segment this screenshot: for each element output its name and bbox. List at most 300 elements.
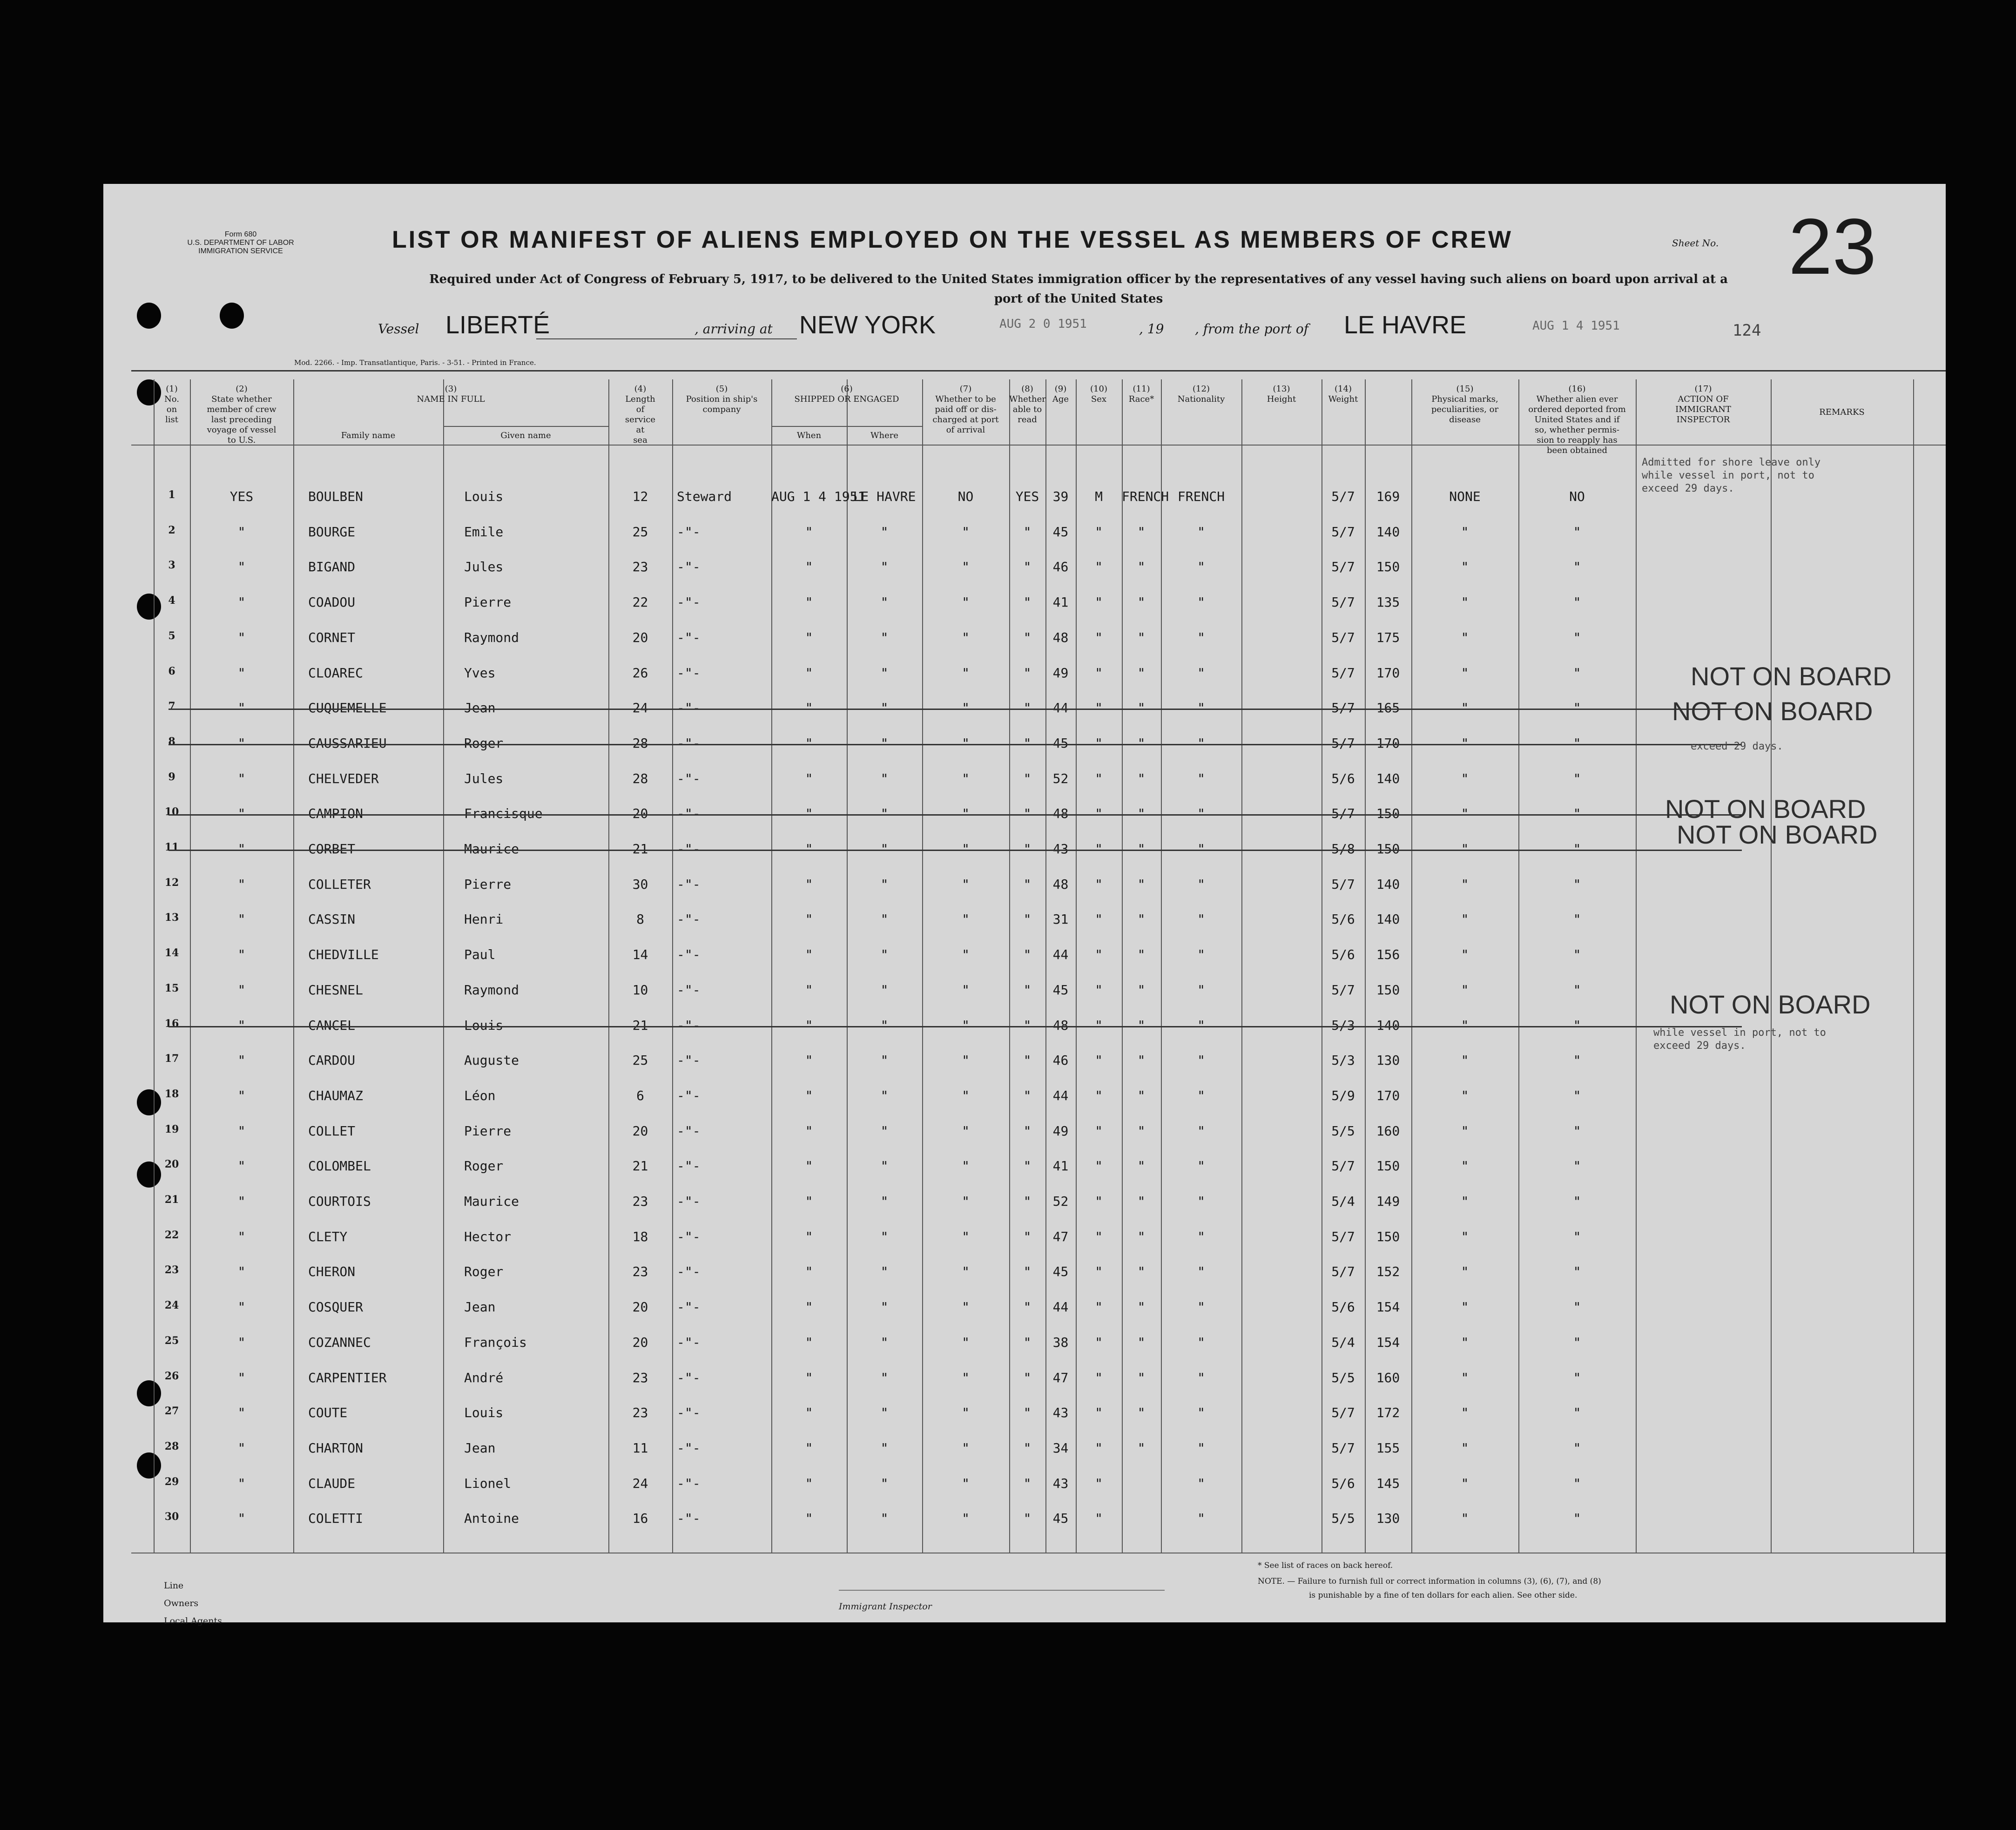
able-to-read-cell: " xyxy=(1023,912,1032,927)
shipped-when-cell: " xyxy=(805,629,813,645)
row-number-cell: 6 xyxy=(168,665,175,677)
physical-marks-cell: " xyxy=(1461,1017,1469,1033)
service-length-cell: 21 xyxy=(632,1017,648,1033)
shipped-when-cell: " xyxy=(805,912,813,927)
paid-off-cell: " xyxy=(962,629,970,645)
race-cell: " xyxy=(1137,594,1146,610)
shipped-where-cell: " xyxy=(880,1405,889,1421)
able-to-read-cell: " xyxy=(1023,1440,1032,1456)
shipped-when-cell: " xyxy=(805,524,813,540)
able-to-read-cell: " xyxy=(1023,1017,1032,1033)
service-length-cell: 24 xyxy=(632,700,648,716)
physical-marks-cell: " xyxy=(1461,1264,1469,1280)
service-length-cell: 11 xyxy=(632,1440,648,1456)
nationality-cell: " xyxy=(1197,770,1205,786)
age-cell: 41 xyxy=(1052,1158,1069,1174)
family-name-cell: CASSIN xyxy=(308,912,356,927)
row-number-cell: 27 xyxy=(164,1405,179,1418)
given-name-cell: Louis xyxy=(464,1405,504,1421)
departure-date-stamp: AUG 1 4 1951 xyxy=(1532,319,1620,333)
family-name-cell: COLOMBEL xyxy=(308,1158,371,1174)
race-cell: " xyxy=(1137,1158,1146,1174)
shipped-when-cell: " xyxy=(805,876,813,892)
nationality-cell: " xyxy=(1197,1440,1205,1456)
strikethrough-line xyxy=(169,744,1742,745)
paid-off-cell: " xyxy=(962,947,970,963)
able-to-read-cell: " xyxy=(1023,806,1032,822)
shipped-where-cell: " xyxy=(880,1158,889,1174)
shipped-where-cell: " xyxy=(880,594,889,610)
position-cell: -"- xyxy=(677,1440,701,1456)
able-to-read-cell: " xyxy=(1023,559,1032,575)
height-cell: 5/4 xyxy=(1331,1194,1355,1209)
position-cell: -"- xyxy=(677,1370,701,1385)
age-cell: 48 xyxy=(1052,629,1069,645)
position-cell: -"- xyxy=(677,982,701,998)
paid-off-cell: " xyxy=(962,1370,970,1385)
physical-marks-cell: " xyxy=(1461,629,1469,645)
physical-marks-cell: " xyxy=(1461,1370,1469,1385)
col-header-when: When xyxy=(796,431,822,440)
height-cell: 5/6 xyxy=(1331,1475,1355,1491)
paid-off-cell: " xyxy=(962,594,970,610)
weight-cell: 154 xyxy=(1376,1299,1400,1315)
col-header-service: (4) Length of service at sea xyxy=(625,384,656,445)
able-to-read-cell: " xyxy=(1023,1299,1032,1315)
age-cell: 44 xyxy=(1052,700,1069,716)
able-to-read-cell: " xyxy=(1023,1158,1032,1174)
shipped-where-cell: " xyxy=(880,1123,889,1139)
paid-off-cell: " xyxy=(962,1511,970,1526)
race-cell: " xyxy=(1137,1017,1146,1033)
physical-marks-cell: " xyxy=(1461,1299,1469,1315)
position-cell: -"- xyxy=(677,1017,701,1033)
physical-marks-cell: " xyxy=(1461,524,1469,540)
family-name-cell: CHARTON xyxy=(308,1440,364,1456)
previous-voyage-cell: " xyxy=(237,770,246,786)
height-cell: 5/3 xyxy=(1331,1017,1355,1033)
strikethrough-line xyxy=(169,709,1742,710)
height-cell: 5/7 xyxy=(1331,594,1355,610)
weight-cell: 169 xyxy=(1376,489,1400,504)
row-number-cell: 24 xyxy=(164,1299,179,1312)
race-cell: " xyxy=(1137,629,1146,645)
row-number-cell: 13 xyxy=(164,912,179,924)
physical-marks-cell: " xyxy=(1461,1440,1469,1456)
service-length-cell: 24 xyxy=(632,1475,648,1491)
family-name-cell: COLETTI xyxy=(308,1511,364,1526)
service-length-cell: 23 xyxy=(632,1405,648,1421)
family-name-cell: CARDOU xyxy=(308,1053,356,1068)
previous-voyage-cell: " xyxy=(237,1440,246,1456)
shipped-where-cell: " xyxy=(880,665,889,681)
deported-cell: NO xyxy=(1569,489,1585,504)
given-name-cell: Antoine xyxy=(464,1511,519,1526)
given-name-cell: Francisque xyxy=(464,806,543,822)
col-header-read: (8) Whether able to read xyxy=(1009,384,1046,425)
given-name-cell: Jules xyxy=(464,559,504,575)
not-on-board-stamp: NOT ON BOARD xyxy=(1670,990,1871,1019)
deported-cell: " xyxy=(1573,982,1581,998)
age-cell: 34 xyxy=(1052,1440,1069,1456)
previous-voyage-cell: " xyxy=(237,665,246,681)
nationality-cell: " xyxy=(1197,629,1205,645)
footer-agents-label: Local Agents xyxy=(164,1616,222,1626)
able-to-read-cell: " xyxy=(1023,1511,1032,1526)
able-to-read-cell: " xyxy=(1023,524,1032,540)
nationality-cell: " xyxy=(1197,1229,1205,1244)
paid-off-cell: " xyxy=(962,770,970,786)
previous-voyage-cell: " xyxy=(237,841,246,857)
family-name-cell: COZANNEC xyxy=(308,1334,371,1350)
age-cell: 47 xyxy=(1052,1370,1069,1385)
family-name-cell: COSQUER xyxy=(308,1299,364,1315)
age-cell: 52 xyxy=(1052,1194,1069,1209)
deported-cell: " xyxy=(1573,1264,1581,1280)
age-cell: 31 xyxy=(1052,912,1069,927)
physical-marks-cell: " xyxy=(1461,665,1469,681)
age-cell: 52 xyxy=(1052,770,1069,786)
row-number-cell: 10 xyxy=(164,806,179,818)
nationality-cell: " xyxy=(1197,1405,1205,1421)
age-cell: 49 xyxy=(1052,665,1069,681)
position-cell: -"- xyxy=(677,1264,701,1280)
weight-cell: 155 xyxy=(1376,1440,1400,1456)
shipped-when-cell: " xyxy=(805,982,813,998)
shipped-where-cell: " xyxy=(880,1264,889,1280)
family-name-cell: CHAUMAZ xyxy=(308,1087,364,1103)
shipped-where-cell: " xyxy=(880,912,889,927)
shipped-when-cell: " xyxy=(805,1017,813,1033)
not-on-board-stamp: NOT ON BOARD xyxy=(1672,696,1873,726)
given-name-cell: Raymond xyxy=(464,982,519,998)
service: IMMIGRATION SERVICE xyxy=(198,247,283,255)
footer-inspector-label: Immigrant Inspector xyxy=(839,1601,932,1612)
weight-cell: 154 xyxy=(1376,1334,1400,1350)
able-to-read-cell: " xyxy=(1023,1475,1032,1491)
footer-note-fine: NOTE. — Failure to furnish full or correct information in columns (3), (6), (7), and (8) xyxy=(1258,1577,1601,1586)
sex-cell: " xyxy=(1095,876,1103,892)
weight-cell: 172 xyxy=(1376,1405,1400,1421)
previous-voyage-cell: " xyxy=(237,1053,246,1068)
service-length-cell: 20 xyxy=(632,1334,648,1350)
strikethrough-line xyxy=(169,814,1742,816)
given-name-cell: Jules xyxy=(464,770,504,786)
height-cell: 5/7 xyxy=(1331,982,1355,998)
position-cell: -"- xyxy=(677,770,701,786)
physical-marks-cell: " xyxy=(1461,594,1469,610)
family-name-cell: CHELVEDER xyxy=(308,770,379,786)
race-cell: " xyxy=(1137,841,1146,857)
shipped-where-cell: " xyxy=(880,1334,889,1350)
previous-voyage-cell: " xyxy=(237,1475,246,1491)
race-cell: " xyxy=(1137,982,1146,998)
position-cell: -"- xyxy=(677,947,701,963)
nationality-cell: " xyxy=(1197,982,1205,998)
service-length-cell: 23 xyxy=(632,1264,648,1280)
col-header-no: (1) No. on list xyxy=(164,384,179,425)
sex-cell: " xyxy=(1095,1229,1103,1244)
position-cell: -"- xyxy=(677,1299,701,1315)
row-number-cell: 7 xyxy=(168,700,175,713)
given-name-cell: Auguste xyxy=(464,1053,519,1068)
service-length-cell: 28 xyxy=(632,770,648,786)
weight-cell: 135 xyxy=(1376,594,1400,610)
shipped-where-cell: " xyxy=(880,876,889,892)
physical-marks-cell: " xyxy=(1461,876,1469,892)
previous-voyage-cell: " xyxy=(237,700,246,716)
col-header-where: Where xyxy=(870,431,898,440)
paid-off-cell: " xyxy=(962,700,970,716)
row-number-cell: 28 xyxy=(164,1440,179,1452)
family-name-cell: CORBET xyxy=(308,841,356,857)
service-length-cell: 23 xyxy=(632,1194,648,1209)
row-number-cell: 18 xyxy=(164,1087,179,1100)
shipped-when-cell: " xyxy=(805,665,813,681)
previous-voyage-cell: " xyxy=(237,947,246,963)
nationality-cell: " xyxy=(1197,1370,1205,1385)
service-length-cell: 25 xyxy=(632,524,648,540)
service-length-cell: 23 xyxy=(632,1370,648,1385)
family-name-cell: BOURGE xyxy=(308,524,356,540)
height-cell: 5/9 xyxy=(1331,1087,1355,1103)
shipped-where-cell: " xyxy=(880,841,889,857)
vessel-underline xyxy=(536,338,797,339)
physical-marks-cell: " xyxy=(1461,735,1469,751)
physical-marks-cell: " xyxy=(1461,559,1469,575)
shipped-when-cell: " xyxy=(805,1087,813,1103)
sex-cell: " xyxy=(1095,1511,1103,1526)
sex-cell: " xyxy=(1095,1264,1103,1280)
sex-cell: " xyxy=(1095,700,1103,716)
height-cell: 5/7 xyxy=(1331,1158,1355,1174)
shipped-where-cell: " xyxy=(880,1440,889,1456)
position-cell: -"- xyxy=(677,594,701,610)
sex-cell: " xyxy=(1095,524,1103,540)
given-name-cell: Maurice xyxy=(464,841,519,857)
shipped-when-cell: " xyxy=(805,1511,813,1526)
nationality-cell: " xyxy=(1197,876,1205,892)
given-name-cell: Raymond xyxy=(464,629,519,645)
age-cell: 47 xyxy=(1052,1229,1069,1244)
row-number-cell: 8 xyxy=(168,735,175,748)
sex-cell: " xyxy=(1095,1087,1103,1103)
family-name-cell: CAMPION xyxy=(308,806,364,822)
nationality-cell: " xyxy=(1197,806,1205,822)
previous-voyage-cell: " xyxy=(237,1194,246,1209)
weight-cell: 140 xyxy=(1376,912,1400,927)
shipped-where-cell: " xyxy=(880,700,889,716)
from-port-label: , from the port of xyxy=(1195,321,1309,337)
race-cell: " xyxy=(1137,559,1146,575)
position-cell: -"- xyxy=(677,1158,701,1174)
previous-voyage-cell: " xyxy=(237,876,246,892)
row-number-cell: 9 xyxy=(168,770,175,783)
race-cell: " xyxy=(1137,1229,1146,1244)
physical-marks-cell: NONE xyxy=(1449,489,1481,504)
height-cell: 5/7 xyxy=(1331,559,1355,575)
able-to-read-cell: " xyxy=(1023,876,1032,892)
col-header-remarks: REMARKS xyxy=(1819,407,1865,417)
col-header-height: (13) Height xyxy=(1267,384,1296,404)
previous-voyage-cell: " xyxy=(237,1017,246,1033)
previous-voyage-cell: " xyxy=(237,1158,246,1174)
shipped-where-cell: LE HAVRE xyxy=(853,489,916,504)
able-to-read-cell: " xyxy=(1023,1334,1032,1350)
position-cell: -"- xyxy=(677,700,701,716)
able-to-read-cell: " xyxy=(1023,1194,1032,1209)
weight-cell: 149 xyxy=(1376,1194,1400,1209)
able-to-read-cell: " xyxy=(1023,1087,1032,1103)
service-length-cell: 8 xyxy=(636,912,644,927)
race-cell: " xyxy=(1137,770,1146,786)
shipped-when-cell: " xyxy=(805,735,813,751)
shipped-when-cell: " xyxy=(805,1194,813,1209)
col-header-deported: (16) Whether alien ever ordered deported from United States and if so, whether permis- sion to reapply has been obtained xyxy=(1528,384,1626,455)
family-name-cell: CLOAREC xyxy=(308,665,364,681)
paid-off-cell: " xyxy=(962,735,970,751)
shipped-when-cell: " xyxy=(805,1334,813,1350)
row-number-cell: 20 xyxy=(164,1158,179,1171)
physical-marks-cell: " xyxy=(1461,947,1469,963)
service-length-cell: 22 xyxy=(632,594,648,610)
paid-off-cell: " xyxy=(962,806,970,822)
paid-off-cell: " xyxy=(962,912,970,927)
able-to-read-cell: " xyxy=(1023,947,1032,963)
given-name-cell: Hector xyxy=(464,1229,512,1244)
family-name-cell: CLETY xyxy=(308,1229,348,1244)
age-cell: 48 xyxy=(1052,806,1069,822)
deported-cell: " xyxy=(1573,700,1581,716)
physical-marks-cell: " xyxy=(1461,806,1469,822)
height-cell: 5/5 xyxy=(1331,1123,1355,1139)
nationality-cell: " xyxy=(1197,735,1205,751)
row-number-cell: 12 xyxy=(164,876,179,889)
row-number-cell: 25 xyxy=(164,1334,179,1347)
shipped-when-cell: " xyxy=(805,770,813,786)
sex-cell: " xyxy=(1095,1475,1103,1491)
deported-cell: " xyxy=(1573,524,1581,540)
height-cell: 5/7 xyxy=(1331,876,1355,892)
race-cell: " xyxy=(1137,1405,1146,1421)
weight-cell: 140 xyxy=(1376,1017,1400,1033)
age-cell: 43 xyxy=(1052,841,1069,857)
shipped-subheader-rule xyxy=(771,426,922,427)
age-cell: 45 xyxy=(1052,524,1069,540)
given-name-cell: Paul xyxy=(464,947,496,963)
given-name-cell: Roger xyxy=(464,735,504,751)
footer-note-races: * See list of races on back hereof. xyxy=(1258,1561,1393,1570)
col-header-nationality: (12) Nationality xyxy=(1177,384,1225,404)
nationality-cell: " xyxy=(1197,1264,1205,1280)
able-to-read-cell: " xyxy=(1023,594,1032,610)
given-name-cell: Pierre xyxy=(464,594,512,610)
nationality-cell: " xyxy=(1197,1053,1205,1068)
sex-cell: " xyxy=(1095,559,1103,575)
deported-cell: " xyxy=(1573,876,1581,892)
inspector-signature-line xyxy=(839,1590,1165,1591)
position-cell: -"- xyxy=(677,1053,701,1068)
height-cell: 5/7 xyxy=(1331,806,1355,822)
sex-cell: " xyxy=(1095,1440,1103,1456)
service-length-cell: 20 xyxy=(632,629,648,645)
sex-cell: " xyxy=(1095,1194,1103,1209)
previous-voyage-cell: " xyxy=(237,1511,246,1526)
sex-cell: " xyxy=(1095,1123,1103,1139)
race-cell: FRENCH xyxy=(1122,489,1169,504)
remark-admitted: exceed 29 days. xyxy=(1691,741,1783,752)
row-number-cell: 17 xyxy=(164,1053,179,1065)
nationality-cell: " xyxy=(1197,947,1205,963)
race-cell: " xyxy=(1137,1123,1146,1139)
footer-note-fine-cont: is punishable by a fine of ten dollars for each alien. See other side. xyxy=(1309,1591,1578,1600)
height-cell: 5/6 xyxy=(1331,770,1355,786)
service-length-cell: 20 xyxy=(632,1123,648,1139)
able-to-read-cell: " xyxy=(1023,735,1032,751)
physical-marks-cell: " xyxy=(1461,1194,1469,1209)
height-cell: 5/7 xyxy=(1331,1264,1355,1280)
age-cell: 49 xyxy=(1052,1123,1069,1139)
nationality-cell: " xyxy=(1197,841,1205,857)
position-cell: -"- xyxy=(677,1123,701,1139)
deported-cell: " xyxy=(1573,1334,1581,1350)
weight-cell: 150 xyxy=(1376,806,1400,822)
row-number-cell: 4 xyxy=(168,594,175,607)
col-header-age: (9) Age xyxy=(1052,384,1069,404)
shipped-when-cell: " xyxy=(805,947,813,963)
weight-cell: 170 xyxy=(1376,735,1400,751)
shipped-where-cell: " xyxy=(880,524,889,540)
shipped-when-cell: " xyxy=(805,806,813,822)
shipped-when-cell: " xyxy=(805,1229,813,1244)
able-to-read-cell: " xyxy=(1023,841,1032,857)
deported-cell: " xyxy=(1573,947,1581,963)
header-bottom-rule xyxy=(131,445,1946,446)
deported-cell: " xyxy=(1573,1229,1581,1244)
family-name-cell: BOULBEN xyxy=(308,489,364,504)
service-length-cell: 25 xyxy=(632,1053,648,1068)
family-name-cell: COLLET xyxy=(308,1123,356,1139)
family-name-cell: CHEDVILLE xyxy=(308,947,379,963)
sex-cell: " xyxy=(1095,1299,1103,1315)
nationality-cell: " xyxy=(1197,1511,1205,1526)
col-header-position: (5) Position in ship's company xyxy=(686,384,758,414)
race-cell: " xyxy=(1137,524,1146,540)
shipped-when-cell: " xyxy=(805,700,813,716)
previous-voyage-cell: " xyxy=(237,1334,246,1350)
nationality-cell: " xyxy=(1197,559,1205,575)
position-cell: -"- xyxy=(677,524,701,540)
sex-cell: " xyxy=(1095,1053,1103,1068)
height-cell: 5/6 xyxy=(1331,947,1355,963)
given-name-cell: Roger xyxy=(464,1264,504,1280)
row-number-cell: 3 xyxy=(168,559,175,572)
age-cell: 48 xyxy=(1052,876,1069,892)
service-length-cell: 6 xyxy=(636,1087,644,1103)
col-header-weight: (14) Weight xyxy=(1328,384,1358,404)
deported-cell: " xyxy=(1573,1158,1581,1174)
height-cell: 5/7 xyxy=(1331,1229,1355,1244)
position-cell: -"- xyxy=(677,806,701,822)
given-name-cell: Roger xyxy=(464,1158,504,1174)
deported-cell: " xyxy=(1573,1475,1581,1491)
row-number-cell: 2 xyxy=(168,524,175,536)
race-cell: " xyxy=(1137,1334,1146,1350)
position-cell: -"- xyxy=(677,629,701,645)
form-number: Form 680 xyxy=(224,230,257,238)
paid-off-cell: " xyxy=(962,1158,970,1174)
height-cell: 5/6 xyxy=(1331,1299,1355,1315)
